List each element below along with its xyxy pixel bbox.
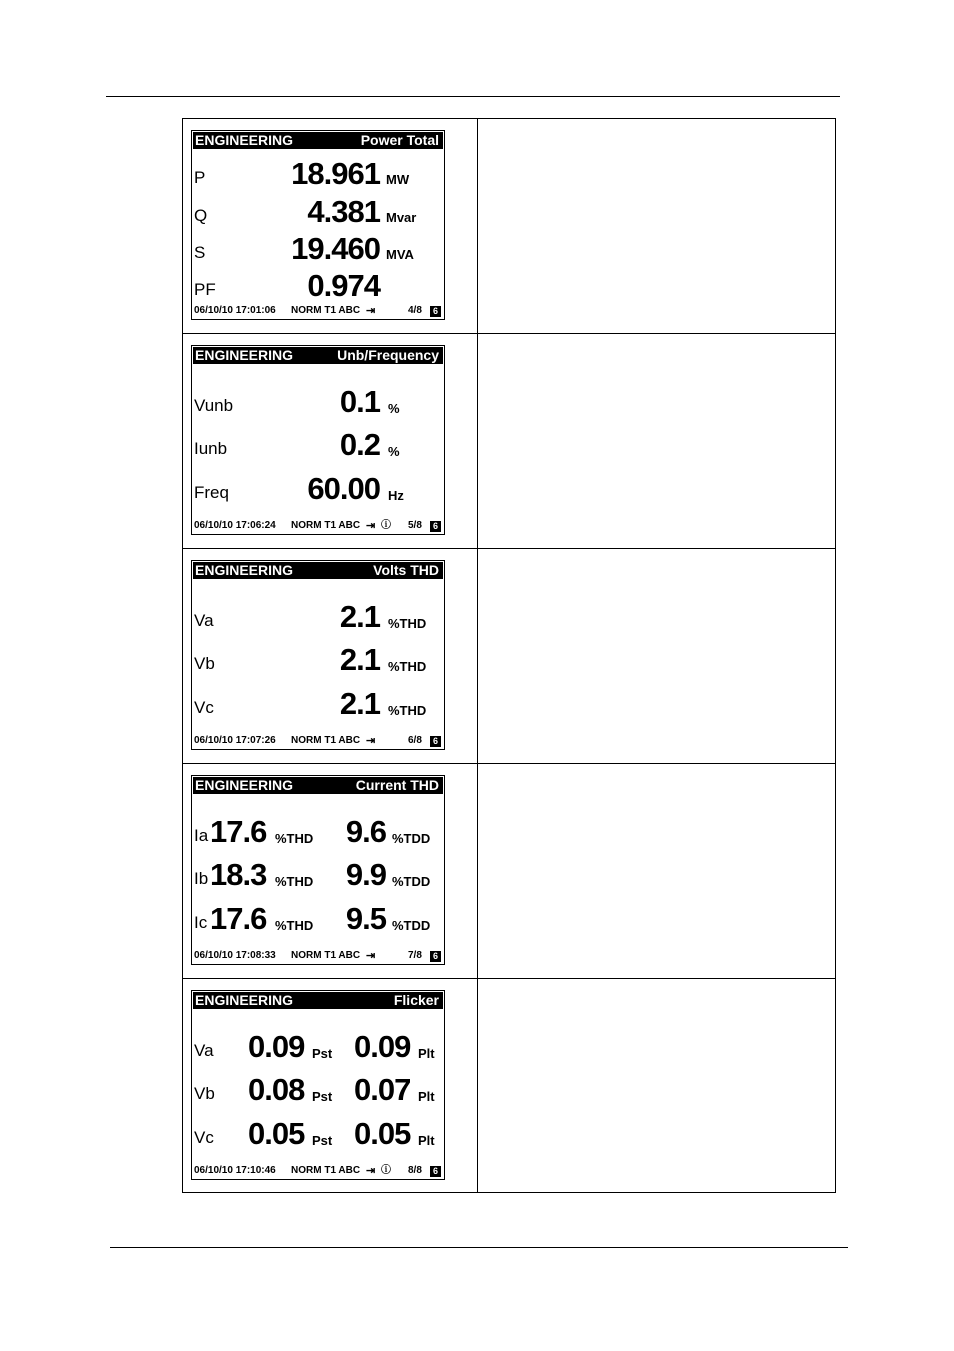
row-label: Iunb: [194, 439, 228, 458]
screen-current-thd: [191, 775, 445, 965]
row-value: 60.00: [307, 471, 380, 506]
row-value: 0.974: [307, 268, 380, 303]
screen-header: [193, 347, 443, 364]
row-divider: [183, 548, 835, 549]
screen-flicker: [191, 990, 445, 1180]
row-label: Va: [194, 1041, 214, 1060]
screen-unb-frequency: [191, 345, 445, 535]
screen-title-right: Current THD: [355, 777, 439, 793]
row-label: Ib: [194, 869, 209, 888]
next-arrow-icon: ⇥: [366, 950, 376, 962]
row-label: Q: [194, 206, 208, 225]
footer-mode: NORM T1 ABC: [291, 950, 361, 961]
row-value: 0.09: [248, 1029, 305, 1064]
row-unit: %THD: [388, 659, 427, 674]
row-unit-secondary: Plt: [418, 1089, 435, 1104]
channel-badge: 6: [430, 951, 441, 962]
footer-datetime: 06/10/10 17:06:24: [194, 520, 276, 531]
row-label: Vc: [194, 1128, 214, 1147]
column-divider: [477, 119, 478, 1192]
row-label: Ic: [194, 913, 208, 932]
channel-badge: 6: [430, 736, 441, 747]
footer-rule: [110, 1247, 848, 1248]
row-label: Freq: [194, 483, 229, 502]
row-unit: MW: [386, 172, 410, 187]
footer-datetime: 06/10/10 17:07:26: [194, 735, 276, 746]
screens-table: [182, 118, 836, 1193]
info-icon: ⓘ: [381, 1165, 391, 1176]
footer-mode: NORM T1 ABC: [291, 735, 361, 746]
row-unit-secondary: %TDD: [392, 874, 431, 889]
footer-mode: NORM T1 ABC: [291, 305, 361, 316]
row-unit-secondary: %TDD: [392, 831, 431, 846]
row-label: Vb: [194, 1084, 215, 1103]
row-label: Va: [194, 611, 214, 630]
row-label: Vb: [194, 654, 215, 673]
screen-header: [193, 992, 443, 1009]
row-unit: %THD: [275, 918, 314, 933]
screen-power-total: [191, 130, 445, 320]
screen-title-right: Flicker: [393, 992, 439, 1008]
row-label: Vunb: [194, 396, 234, 415]
channel-badge: 6: [430, 521, 441, 532]
row-value: 18.3: [210, 857, 267, 892]
header-rule: [106, 96, 840, 97]
row-unit: %THD: [388, 616, 427, 631]
row-value-secondary: 9.6: [345, 814, 386, 849]
footer-page: 6/8: [408, 735, 422, 746]
footer-page: 8/8: [408, 1165, 422, 1176]
row-value: 19.460: [291, 231, 380, 266]
row-value: 18.961: [291, 156, 380, 191]
row-unit: %THD: [388, 703, 427, 718]
screen-title-right: Volts THD: [373, 562, 439, 578]
footer-mode: NORM T1 ABC: [291, 1165, 361, 1176]
row-value: 2.1: [339, 642, 380, 677]
screen-title-right: Power Total: [360, 132, 439, 148]
footer-datetime: 06/10/10 17:10:46: [194, 1165, 276, 1176]
screen-title-left: ENGINEERING: [195, 992, 294, 1008]
row-unit-secondary: %TDD: [392, 918, 431, 933]
footer-datetime: 06/10/10 17:01:06: [194, 305, 276, 316]
channel-badge: 6: [430, 306, 441, 317]
screen-header: [193, 777, 443, 794]
row-label: Ia: [194, 826, 209, 845]
row-label: PF: [194, 280, 216, 299]
row-value: 2.1: [339, 599, 380, 634]
row-value: 0.05: [248, 1116, 305, 1151]
row-unit: MVA: [386, 247, 414, 262]
row-label: P: [194, 168, 206, 187]
screen-title-left: ENGINEERING: [195, 562, 294, 578]
row-value: 17.6: [210, 901, 267, 936]
row-value: 2.1: [339, 686, 380, 721]
screen-title-left: ENGINEERING: [195, 777, 294, 793]
screen-header: [193, 562, 443, 579]
screen-title-right: Unb/Frequency: [337, 347, 439, 363]
row-unit: %: [388, 444, 400, 459]
row-label: S: [194, 243, 206, 262]
row-value-secondary: 9.9: [345, 857, 386, 892]
row-value-secondary: 9.5: [345, 901, 386, 936]
row-value: 0.1: [339, 384, 380, 419]
screen-title-left: ENGINEERING: [195, 347, 294, 363]
row-divider: [183, 978, 835, 979]
screen-volts-thd: [191, 560, 445, 750]
row-divider: [183, 763, 835, 764]
row-unit-secondary: Plt: [418, 1133, 435, 1148]
row-value: 4.381: [307, 194, 380, 229]
footer-page: 5/8: [408, 520, 422, 531]
next-arrow-icon: ⇥: [366, 1165, 376, 1177]
row-value: 0.08: [248, 1072, 305, 1107]
row-value-secondary: 0.07: [354, 1072, 411, 1107]
screen-header: [193, 132, 443, 149]
row-unit: %: [388, 401, 400, 416]
row-value: 17.6: [210, 814, 267, 849]
next-arrow-icon: ⇥: [366, 520, 376, 532]
row-unit: Hz: [388, 488, 404, 503]
row-unit: Pst: [312, 1089, 333, 1104]
footer-page: 7/8: [408, 950, 422, 961]
footer-datetime: 06/10/10 17:08:33: [194, 950, 276, 961]
next-arrow-icon: ⇥: [366, 735, 376, 747]
row-value-secondary: 0.09: [354, 1029, 411, 1064]
footer-mode: NORM T1 ABC: [291, 520, 361, 531]
row-label: Vc: [194, 698, 214, 717]
info-icon: ⓘ: [381, 520, 391, 531]
row-unit: Pst: [312, 1133, 333, 1148]
row-unit-secondary: Plt: [418, 1046, 435, 1061]
row-unit: %THD: [275, 831, 314, 846]
screen-title-left: ENGINEERING: [195, 132, 294, 148]
row-value-secondary: 0.05: [354, 1116, 411, 1151]
row-unit: %THD: [275, 874, 314, 889]
row-value: 0.2: [339, 427, 380, 462]
row-unit: Mvar: [386, 210, 417, 225]
next-arrow-icon: ⇥: [366, 305, 376, 317]
footer-page: 4/8: [408, 305, 422, 316]
row-divider: [183, 333, 835, 334]
channel-badge: 6: [430, 1166, 441, 1177]
row-unit: Pst: [312, 1046, 333, 1061]
